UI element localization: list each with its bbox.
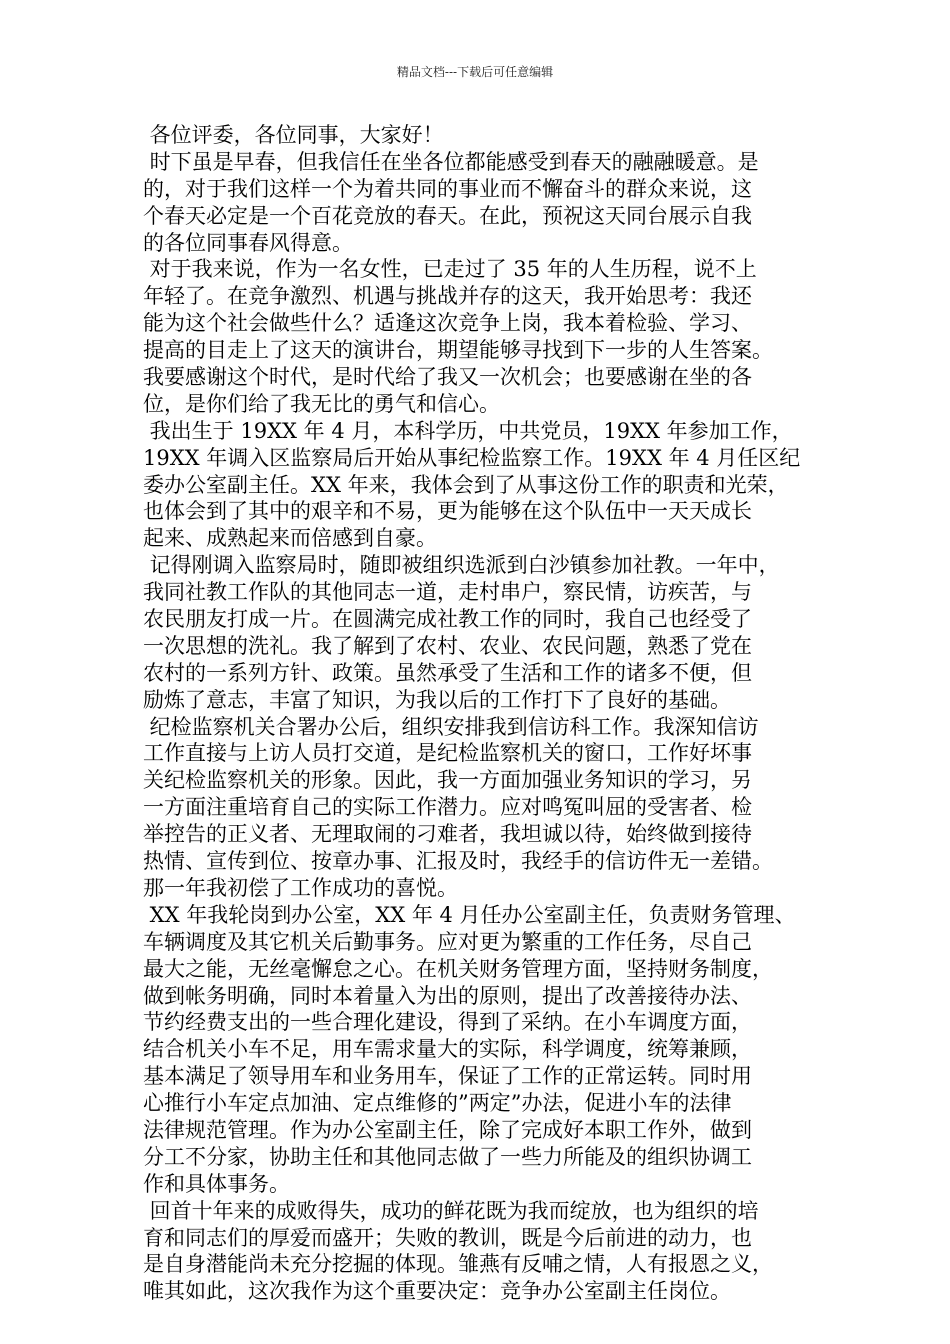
text-line: 节约经费支出的一些合理化建设，得到了采纳。在小车调度方面， [143,1010,752,1035]
text-line: 19XX 年调入区监察局后开始从事纪检监察工作。19XX 年 4 月任区纪 [143,445,801,470]
document-body [143,122,811,1305]
text-line: 的，对于我们这样一个为着共同的事业而不懈奋斗的群众来说，这 [143,176,752,201]
text-line: 励炼了意志，丰富了知识，为我以后的工作打下了良好的基础。 [143,687,731,712]
text-line: 位，是你们给了我无比的勇气和信心。 [143,391,500,416]
text-line: 最大之能，无丝毫懈怠之心。在机关财务管理方面，坚持财务制度， [143,956,773,981]
text-line: 农民朋友打成一片。在圆满完成社教工作的同时，我自己也经受了 [143,607,752,632]
page-header-note: 精品文档---下载后可任意编辑 [396,65,554,79]
text-line: 做到帐务明确，同时本着量入为出的原则，提出了改善接待办法、 [143,983,752,1008]
text-line: 结合机关小车不足，用车需求量大的实际，科学调度，统筹兼顾， [143,1037,752,1062]
text-line: 法律规范管理。作为办公室副主任，除了完成好本职工作外，做到 [143,1117,752,1142]
text-line: 唯其如此，这次我作为这个重要决定：竞争办公室副主任岗位。 [143,1279,731,1304]
text-line: 那一年我初偿了工作成功的喜悦。 [143,875,458,900]
text-line: 能为这个社会做些什么？适逢这次竞争上岗，我本着检验、学习、 [143,311,752,336]
text-line: 时下虽是早春，但我信任在坐各位都能感受到春天的融融暖意。是 [143,149,759,174]
text-line: 回首十年来的成败得失，成功的鲜花既为我而绽放，也为组织的培 [143,1198,759,1223]
text-line: 年轻了。在竞争激烈、机遇与挑战并存的这天，我开始思考：我还 [143,284,752,309]
text-line: 委办公室副主任。XX 年来，我体会到了从事这份工作的职责和光荣， [143,472,789,497]
text-line: 我同社教工作队的其他同志一道，走村串户，察民情，访疾苦，与 [143,580,752,605]
text-line: 热情、宣传到位、按章办事、汇报及时，我经手的信访件无一差错。 [143,849,773,874]
text-line: 育和同志们的厚爱而盛开；失败的教训，既是今后前进的动力，也 [143,1225,752,1250]
text-line: 各位评委，各位同事，大家好！ [143,123,444,147]
text-line: 分工不分家，协助主任和其他同志做了一些力所能及的组织协调工 [143,1144,752,1169]
text-line: 车辆调度及其它机关后勤事务。应对更为繁重的工作任务，尽自己 [143,929,752,954]
text-line: 个春天必定是一个百花竞放的春天。在此，预祝这天同台展示自我 [143,203,752,228]
text-line: 工作直接与上访人员打交道，是纪检监察机关的窗口，工作好坏事 [143,741,752,766]
text-line: 举控告的正义者、无理取闹的刁难者，我坦诚以待，始终做到接待 [143,822,752,847]
text-line: 基本满足了领导用车和业务用车，保证了工作的正常运转。同时用 [143,1064,752,1089]
text-line: 纪检监察机关合署办公后，组织安排我到信访科工作。我深知信访 [143,714,759,739]
text-line: 起来、成熟起来而倍感到自豪。 [143,526,437,551]
text-line: 我要感谢这个时代，是时代给了我又一次机会；也要感谢在坐的各 [143,365,752,390]
text-line: 一次思想的洗礼。我了解到了农村、农业、农民问题，熟悉了党在 [143,633,752,658]
text-line: 我出生于 19XX 年 4 月，本科学历，中共党员，19XX 年参加工作， [143,418,793,443]
text-line: 的各位同事春风得意。 [143,230,353,255]
text-line: XX 年我轮岗到办公室，XX 年 4 月任办公室副主任，负责财务管理、 [143,902,796,927]
text-line: 关纪检监察机关的形象。因此，我一方面加强业务知识的学习，另 [143,768,752,793]
text-line: 农村的一系列方针、政策。虽然承受了生活和工作的诸多不便，但 [143,660,752,685]
text-line: 是自身潜能尚未充分挖掘的体现。雏燕有反哺之情，人有报恩之义， [143,1252,773,1277]
text-line: 提高的目走上了这天的演讲台，期望能够寻找到下一步的人生答案。 [143,338,773,363]
text-line: 心推行小车定点加油、定点维修的”两定”办法，促进小车的法律 [143,1091,732,1116]
text-line: 记得刚调入监察局时，随即被组织选派到白沙镇参加社教。一年中， [143,553,780,578]
text-line: 作和具体事务。 [143,1171,290,1196]
text-line: 也体会到了其中的艰辛和不易，更为能够在这个队伍中一天天成长 [143,499,752,524]
text-line: 一方面注重培育自己的实际工作潜力。应对鸣冤叫屈的受害者、检 [143,795,752,820]
text-line: 对于我来说，作为一名女性，已走过了 35 年的人生历程，说不上 [143,257,757,282]
